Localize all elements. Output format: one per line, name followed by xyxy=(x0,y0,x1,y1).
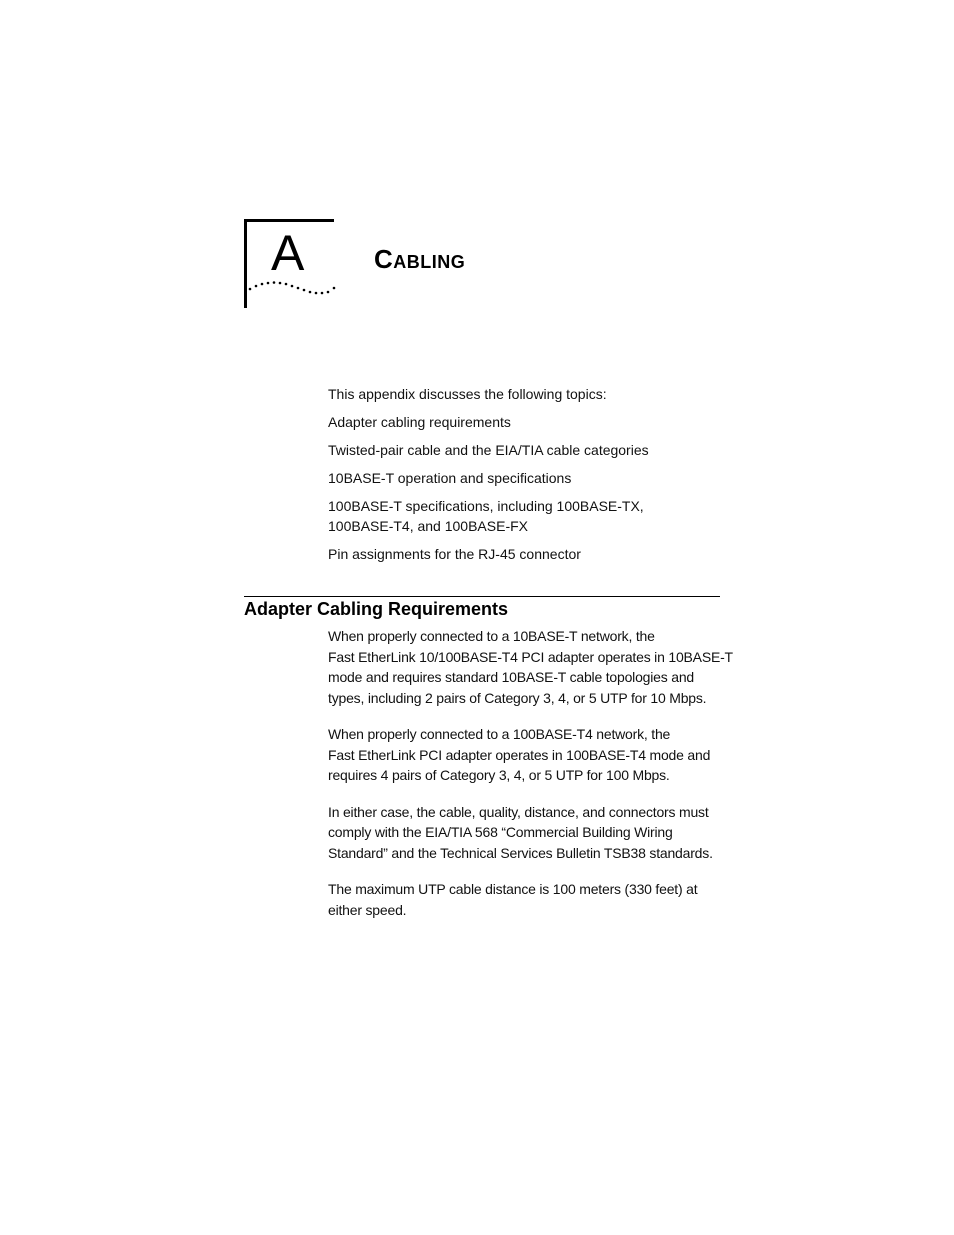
section-heading: Adapter Cabling Requirements xyxy=(244,599,509,619)
body-line: comply with the EIA/TIA 568 “Commercial Building Wiring xyxy=(328,824,673,840)
section-body xyxy=(328,626,733,936)
body-paragraph xyxy=(328,879,723,920)
body-line: Standard” and the Technical Services Bulletin TSB38 standards. xyxy=(328,844,713,861)
body-line: The maximum UTP cable distance is 100 meters (330 feet) at xyxy=(328,881,698,897)
intro-lead: This appendix discusses the following topics: xyxy=(328,386,607,402)
body-paragraph xyxy=(328,802,723,864)
body-line: When properly connected to a 100BASE-T4 network, the xyxy=(328,726,671,742)
body-line: Fast EtherLink PCI adapter operates in 100BASE-T4 mode and xyxy=(328,746,711,763)
body-line: either speed. xyxy=(328,901,407,918)
topic-item: 10BASE-T operation and specifications xyxy=(328,470,572,486)
body-line: types, including 2 pairs of Category 3, 4, or 5 UTP for 10 Mbps. xyxy=(328,689,707,706)
body-paragraph xyxy=(328,626,733,708)
topic-item-line: 100BASE-T specifications, including 100BASE-TX, xyxy=(328,498,644,514)
body-line: mode and requires standard 10BASE-T cable topologies and xyxy=(328,669,695,685)
chapter-title: Cabling xyxy=(374,244,466,274)
chapter-mark-left-rule xyxy=(244,219,247,308)
chapter-mark xyxy=(244,219,336,309)
topic-item: Adapter cabling requirements xyxy=(328,414,511,430)
topic-item xyxy=(328,496,728,536)
topic-item: Pin assignments for the RJ-45 connector xyxy=(328,546,581,562)
intro-section xyxy=(328,384,728,572)
chapter-letter: A xyxy=(271,225,305,281)
body-line: requires 4 pairs of Category 3, 4, or 5 UTP for 100 Mbps. xyxy=(328,767,670,783)
topic-item: Twisted-pair cable and the EIA/TIA cable categories xyxy=(328,442,649,458)
chapter-mark-top-rule xyxy=(244,219,334,222)
body-line: Fast EtherLink 10/100BASE-T4 PCI adapter operates in 10BASE-T xyxy=(328,648,733,665)
topic-item-line: 100BASE-T4, and 100BASE-FX xyxy=(328,518,528,534)
body-line: In either case, the cable, quality, distance, and connectors must xyxy=(328,803,709,820)
body-paragraph xyxy=(328,724,723,786)
body-line: When properly connected to a 10BASE-T network, the xyxy=(328,628,655,644)
decorative-dotted-wave xyxy=(248,279,336,297)
